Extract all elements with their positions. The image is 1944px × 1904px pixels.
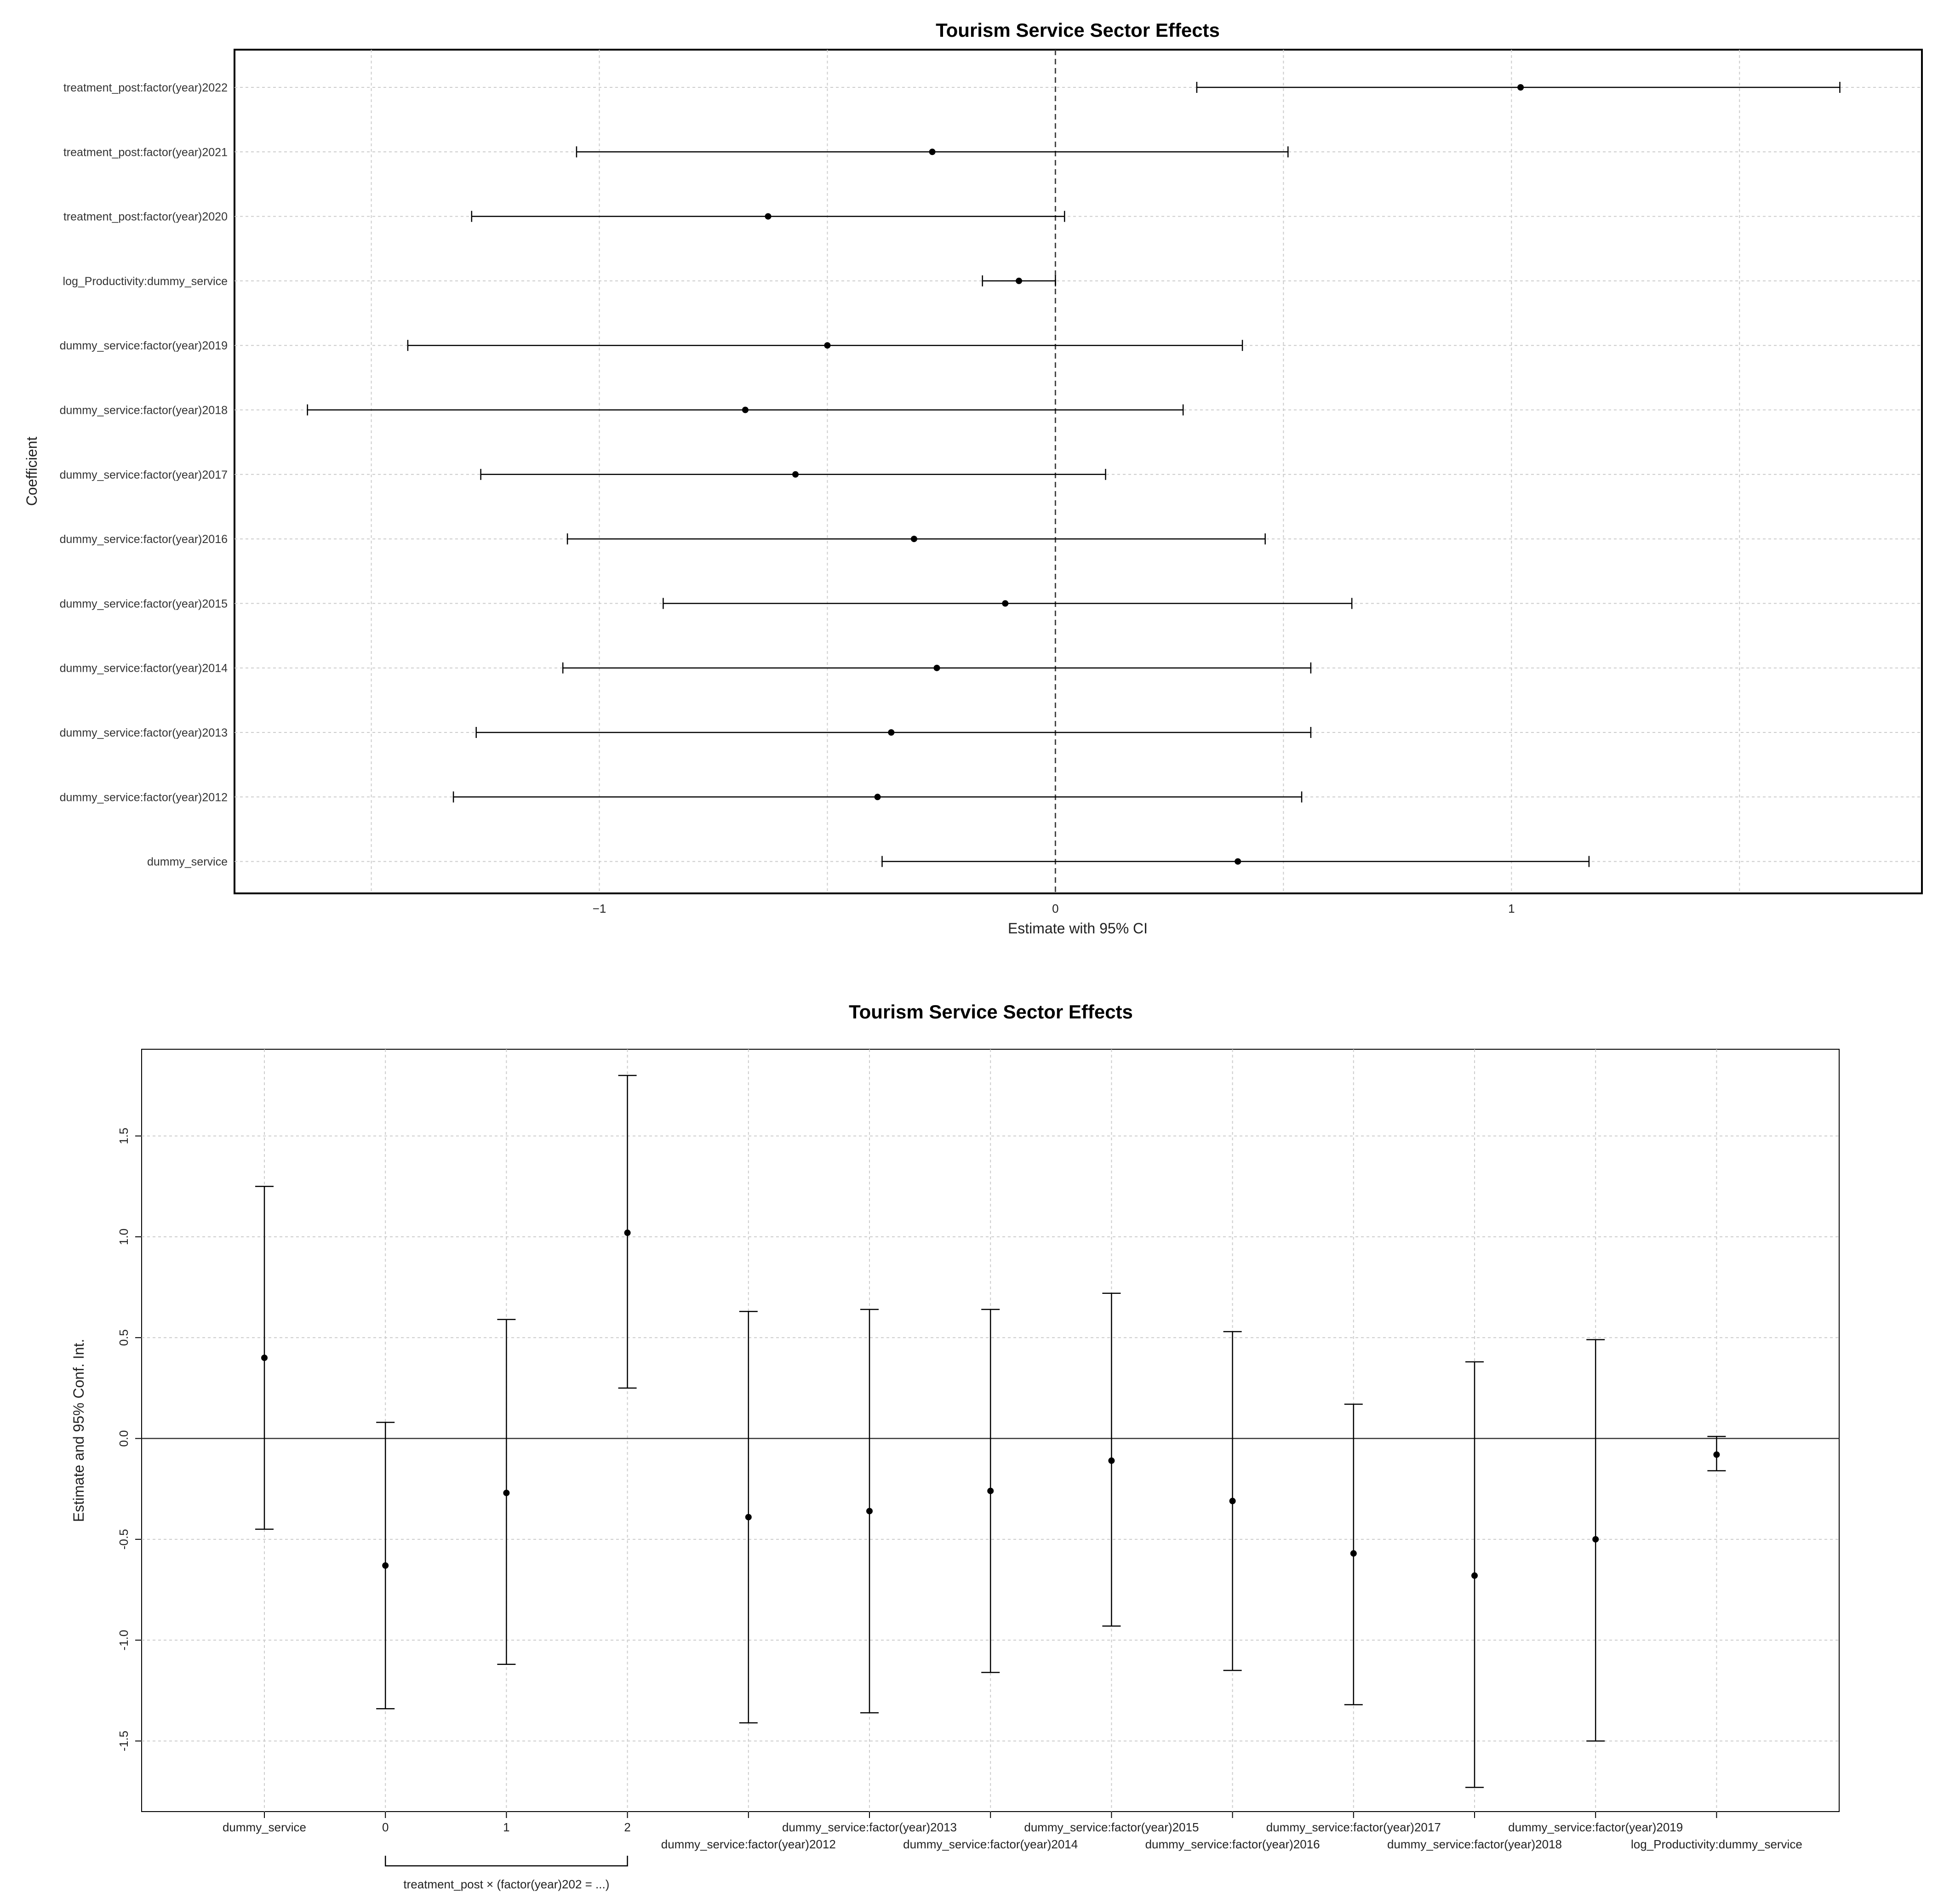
row-label: dummy_service:factor(year)2014 bbox=[59, 662, 228, 675]
y-tick-label: 0.5 bbox=[117, 1329, 131, 1346]
row-label: dummy_service:factor(year)2016 bbox=[59, 533, 228, 546]
y-tick-label: -1.0 bbox=[117, 1630, 131, 1651]
y-tick-label: 0.0 bbox=[117, 1430, 131, 1447]
estimate-point bbox=[742, 407, 749, 413]
estimate-point bbox=[824, 342, 830, 349]
row-label: dummy_service:factor(year)2017 bbox=[59, 468, 228, 481]
row-label: dummy_service:factor(year)2013 bbox=[59, 726, 228, 739]
x-tick-label: 1 bbox=[1508, 902, 1515, 915]
estimate-point bbox=[1108, 1458, 1115, 1464]
errorbar-plot bbox=[70, 1001, 1839, 1891]
x-tick-label: dummy_service:factor(year)2013 bbox=[782, 1820, 957, 1834]
y-tick-label: -0.5 bbox=[117, 1529, 131, 1550]
estimate-point bbox=[1471, 1572, 1478, 1579]
x-tick-label: dummy_service:factor(year)2015 bbox=[1024, 1820, 1199, 1834]
estimate-point bbox=[1350, 1550, 1357, 1557]
row-label: dummy_service:factor(year)2015 bbox=[59, 597, 228, 611]
chart1-row-labels bbox=[60, 81, 228, 869]
chart1-plot-frame bbox=[234, 50, 1922, 893]
estimate-point bbox=[875, 794, 881, 800]
chart1-x-ticks bbox=[593, 902, 1515, 915]
chart2-title: Tourism Service Sector Effects bbox=[849, 1001, 1133, 1023]
estimate-point bbox=[745, 1514, 752, 1521]
estimate-point bbox=[1002, 600, 1008, 606]
estimate-point bbox=[624, 1229, 631, 1236]
row-label: dummy_service:factor(year)2018 bbox=[59, 404, 228, 417]
estimate-point bbox=[1713, 1452, 1720, 1458]
x-tick-label: 0 bbox=[1052, 902, 1059, 915]
x-tick-label: dummy_service:factor(year)2012 bbox=[661, 1837, 836, 1851]
estimate-point bbox=[765, 213, 772, 220]
estimate-point bbox=[1229, 1498, 1236, 1504]
forest-plot bbox=[23, 19, 1922, 937]
y-tick-label: 1.5 bbox=[117, 1127, 131, 1144]
estimate-point bbox=[911, 536, 917, 542]
estimate-point bbox=[934, 665, 940, 671]
row-label: dummy_service:factor(year)2019 bbox=[59, 339, 228, 353]
estimate-point bbox=[987, 1488, 994, 1494]
x-tick-label: dummy_service:factor(year)2014 bbox=[903, 1837, 1078, 1851]
estimate-point bbox=[866, 1508, 873, 1514]
x-tick-label: dummy_service:factor(year)2018 bbox=[1387, 1837, 1562, 1851]
row-label: treatment_post:factor(year)2022 bbox=[63, 81, 228, 94]
x-tick-label: dummy_service:factor(year)2017 bbox=[1266, 1820, 1441, 1834]
chart2-y-ticks bbox=[117, 1128, 142, 1751]
x-tick-label: 0 bbox=[382, 1820, 389, 1834]
row-label: treatment_post:factor(year)2021 bbox=[63, 146, 228, 159]
row-label: treatment_post:factor(year)2020 bbox=[63, 210, 228, 223]
chart1-y-axis-label: Coefficient bbox=[23, 436, 40, 506]
x-tick-label: 1 bbox=[503, 1820, 510, 1834]
estimate-point bbox=[1592, 1536, 1599, 1543]
treatment-group-bracket-label: treatment_post × (factor(year)202 = ...) bbox=[403, 1877, 610, 1891]
estimate-point bbox=[888, 729, 894, 736]
chart2-x-labels bbox=[223, 1812, 1802, 1851]
chart2-y-axis-label: Estimate and 95% Conf. Int. bbox=[70, 1338, 87, 1522]
y-tick-label: -1.5 bbox=[117, 1731, 131, 1751]
row-label: dummy_service bbox=[147, 855, 228, 869]
row-label: dummy_service:factor(year)2012 bbox=[59, 791, 228, 804]
estimate-point bbox=[792, 471, 799, 478]
estimate-point bbox=[1016, 278, 1022, 284]
chart1-grid bbox=[234, 50, 1922, 893]
estimate-point bbox=[503, 1490, 509, 1496]
estimate-point bbox=[261, 1355, 268, 1361]
y-tick-label: 1.0 bbox=[117, 1228, 131, 1245]
x-tick-label: log_Productivity:dummy_service bbox=[1630, 1837, 1802, 1851]
chart1-title: Tourism Service Sector Effects bbox=[936, 19, 1220, 41]
chart1-x-axis-label: Estimate with 95% CI bbox=[1007, 920, 1148, 937]
x-tick-label: dummy_service:factor(year)2016 bbox=[1145, 1837, 1320, 1851]
estimate-point bbox=[382, 1562, 389, 1569]
estimate-point bbox=[929, 149, 936, 155]
estimate-point bbox=[1235, 858, 1241, 865]
x-tick-label: −1 bbox=[592, 902, 606, 915]
x-tick-label: 2 bbox=[624, 1820, 631, 1834]
x-tick-label: dummy_service:factor(year)2019 bbox=[1508, 1820, 1683, 1834]
x-tick-label: dummy_service bbox=[222, 1820, 307, 1834]
treatment-group-bracket bbox=[385, 1856, 627, 1891]
row-label: log_Productivity:dummy_service bbox=[63, 274, 228, 288]
estimate-point bbox=[1517, 84, 1524, 91]
